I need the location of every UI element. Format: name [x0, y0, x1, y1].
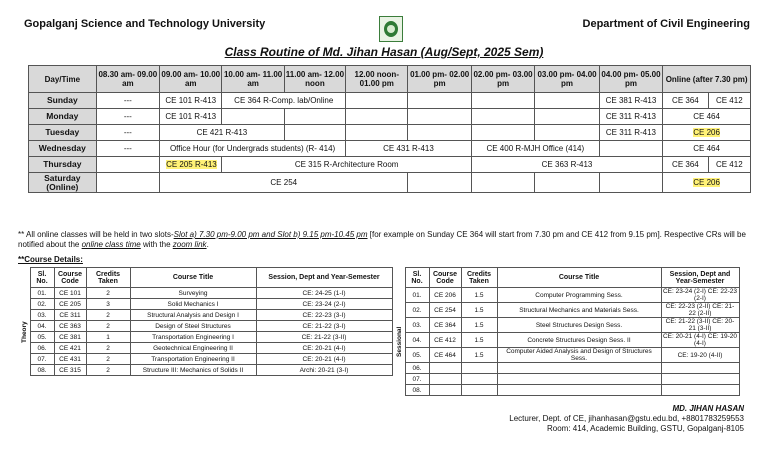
course-cell: CE 364 — [429, 318, 461, 333]
sessional-course-table — [393, 267, 740, 396]
empty-cell — [471, 109, 534, 125]
col-header: Course Title — [130, 268, 256, 288]
course-cell: 05. — [30, 332, 54, 343]
class-cell: --- — [96, 93, 159, 109]
online-cell: CE 412 — [708, 93, 750, 109]
col-header: Course Code — [54, 268, 86, 288]
online-class-note — [18, 230, 758, 250]
details-header-row — [18, 268, 392, 288]
routine-row-monday — [29, 109, 751, 125]
course-cell — [497, 385, 661, 396]
course-cell: Transportation Engineering I — [130, 332, 256, 343]
course-cell: 02. — [405, 303, 429, 318]
class-cell: CE 421 R-413 — [160, 125, 285, 141]
col-header: 04.00 pm- 05.00 pm — [599, 66, 662, 93]
empty-cell — [96, 157, 159, 173]
note-text: with the — [140, 240, 173, 249]
course-cell: Computer Aided Analysis and Design of Structures Sess. — [497, 348, 661, 363]
class-cell: CE 101 R-413 — [160, 109, 222, 125]
day-cell: Saturday (Online) — [29, 173, 97, 193]
course-cell — [461, 363, 497, 374]
note-text: [for example on Sunday CE 364 will start from 7.30 pm and CE 412 from 9.15 pm]. Respective CRs will be notified about the — [18, 230, 746, 249]
course-cell: 2 — [86, 354, 130, 365]
course-cell: 2 — [86, 343, 130, 354]
course-cell: Transportation Engineering II — [130, 354, 256, 365]
course-row — [393, 288, 739, 303]
course-cell — [461, 385, 497, 396]
course-cell: CE: 19-20 (4-II) — [661, 348, 739, 363]
class-cell: CE 400 R-MJH Office (414) — [471, 141, 599, 157]
empty-cell — [96, 173, 159, 193]
course-cell: CE 205 — [54, 299, 86, 310]
note-slots: Slot a) 7.30 pm-9.00 pm and Slot b) 9.15 pm-10.45 pm — [173, 230, 368, 239]
course-row — [393, 318, 739, 333]
course-cell: CE 412 — [429, 333, 461, 348]
page-title: Class Routine of Md. Jihan Hasan (Aug/Sept, 2025 Sem) — [224, 45, 544, 59]
day-cell: Monday — [29, 109, 97, 125]
day-cell: Sunday — [29, 93, 97, 109]
course-cell: 05. — [405, 348, 429, 363]
signature-name: MD. JIHAN HASAN — [672, 404, 744, 413]
class-cell — [160, 157, 222, 173]
course-cell: CE: 20-21 (4-I) — [256, 343, 392, 354]
course-cell: CE: 22-23 (2-II) CE: 21-22 (2-II) — [661, 303, 739, 318]
empty-cell — [346, 109, 408, 125]
note-zoom-link: zoom link — [172, 240, 207, 249]
course-row — [393, 363, 739, 374]
course-cell: 04. — [405, 333, 429, 348]
empty-cell — [408, 109, 471, 125]
class-cell: CE 364 R-Comp. lab/Online — [222, 93, 346, 109]
class-cell: CE 254 — [160, 173, 408, 193]
course-cell — [661, 363, 739, 374]
routine-row-sunday — [29, 93, 751, 109]
class-cell: CE 311 R-413 — [599, 109, 662, 125]
details-header-row — [393, 268, 739, 288]
course-row — [393, 385, 739, 396]
course-cell: 03. — [30, 310, 54, 321]
note-text: ** All online classes will be held in two slots- — [18, 230, 174, 239]
course-details-label: **Course Details: — [18, 255, 83, 264]
col-header: Credits Taken — [86, 268, 130, 288]
course-cell: CE: 20-21 (4-I) CE: 19-20 (4-I) — [662, 333, 738, 347]
course-cell: CE: 20-21 (4-I) — [256, 354, 392, 365]
course-cell: CE 206 — [429, 288, 461, 303]
course-cell: CE: 21-22 (3-II) — [256, 332, 392, 343]
course-cell: CE: 21-22 (3-II) CE: 20-21 (3-II) — [661, 318, 739, 333]
col-header: Session, Dept and Year-Semester — [661, 268, 739, 288]
course-cell: 08. — [405, 385, 429, 396]
course-cell: CE 101 — [54, 288, 86, 299]
empty-cell — [284, 125, 345, 141]
online-cell: CE 464 — [663, 109, 751, 125]
course-cell — [461, 374, 497, 385]
col-header: Session, Dept and Year-Semester — [256, 268, 392, 288]
online-cell: CE 464 — [663, 141, 751, 157]
course-cell: 1.5 — [461, 303, 497, 318]
class-cell: CE 311 R-413 — [599, 125, 662, 141]
course-cell — [429, 363, 461, 374]
online-cell: CE 412 — [708, 157, 750, 173]
course-cell — [661, 385, 739, 396]
department-name: Department of Civil Engineering — [582, 18, 750, 30]
course-cell: Structure III: Mechanics of Solids II — [130, 365, 256, 376]
empty-cell — [284, 109, 345, 125]
course-cell: CE 363 — [54, 321, 86, 332]
course-cell — [497, 374, 661, 385]
blank-header — [393, 268, 405, 288]
course-cell: Steel Structures Design Sess. — [497, 318, 661, 333]
course-cell: CE 311 — [54, 310, 86, 321]
course-cell: CE 464 — [429, 348, 461, 363]
course-cell: 2 — [86, 310, 130, 321]
course-cell: 07. — [30, 354, 54, 365]
course-cell: CE: 23-24 (2-I) — [256, 299, 392, 310]
signature-line2: Room: 414, Academic Building, GSTU, Gopalganj-8105 — [547, 424, 744, 433]
course-cell: 2 — [86, 365, 130, 376]
course-cell — [429, 385, 461, 396]
course-row — [18, 310, 392, 321]
col-header: 03.00 pm- 04.00 pm — [535, 66, 599, 93]
col-header: 01.00 pm- 02.00 pm — [408, 66, 471, 93]
course-cell: 1.5 — [461, 318, 497, 333]
course-cell: CE 381 — [54, 332, 86, 343]
course-row — [393, 374, 739, 385]
university-logo — [379, 16, 403, 42]
signature-line1: Lecturer, Dept. of CE, jihanhasan@gstu.edu.bd, +8801783259553 — [509, 414, 744, 423]
empty-cell — [408, 93, 471, 109]
course-cell: 06. — [405, 363, 429, 374]
class-cell: --- — [96, 141, 159, 157]
col-header: 09.00 am- 10.00 am — [160, 66, 222, 93]
course-cell: CE 421 — [54, 343, 86, 354]
course-cell: CE 254 — [429, 303, 461, 318]
course-cell: CE 315 — [54, 365, 86, 376]
course-cell: 2 — [86, 321, 130, 332]
col-header: 10.00 am- 11.00 am — [222, 66, 284, 93]
course-cell: Archi: 20-21 (3-I) — [256, 365, 392, 376]
routine-row-tuesday — [29, 125, 751, 141]
day-cell: Thursday — [29, 157, 97, 173]
empty-cell — [408, 125, 471, 141]
note-online-time: online class time — [81, 240, 141, 249]
course-row — [18, 321, 392, 332]
routine-row-wednesday — [29, 141, 751, 157]
highlighted-course: CE 206 — [693, 128, 720, 137]
group-label: Sessional — [395, 326, 403, 357]
empty-cell — [599, 141, 662, 157]
class-cell: CE 315 R-Architecture Room — [222, 157, 471, 173]
course-row — [18, 365, 392, 376]
empty-cell — [471, 173, 534, 193]
col-header: 11.00 am- 12.00 noon — [284, 66, 345, 93]
course-cell: 03. — [405, 318, 429, 333]
course-cell — [497, 363, 661, 374]
class-cell: CE 363 R-413 — [471, 157, 662, 173]
empty-cell — [535, 125, 599, 141]
routine-table — [28, 65, 751, 193]
theory-course-table — [18, 267, 393, 376]
col-header: Day/Time — [29, 66, 97, 93]
routine-row-saturday — [29, 173, 751, 193]
class-cell: CE 431 R-413 — [346, 141, 472, 157]
online-cell: CE 364 — [663, 157, 708, 173]
routine-header-row — [29, 66, 751, 93]
course-cell: 08. — [30, 365, 54, 376]
course-cell: Surveying — [130, 288, 256, 299]
col-header: Course Code — [429, 268, 461, 288]
course-cell: Geotechnical Engineering II — [130, 343, 256, 354]
class-cell: CE 101 R-413 — [160, 93, 222, 109]
col-header: Sl. No. — [405, 268, 429, 288]
course-row — [393, 333, 739, 348]
course-cell: 02. — [30, 299, 54, 310]
course-row — [393, 303, 739, 318]
highlighted-course: CE 205 R-413 — [166, 160, 217, 169]
empty-cell — [535, 93, 599, 109]
online-cell: CE 364 — [663, 93, 708, 109]
routine-row-thursday — [29, 157, 751, 173]
course-cell: 01. — [405, 288, 429, 303]
course-cell: Structural Analysis and Design I — [130, 310, 256, 321]
col-header: Credits Taken — [461, 268, 497, 288]
course-cell: CE: 21-22 (3-I) — [256, 321, 392, 332]
empty-cell — [408, 173, 471, 193]
online-cell — [663, 125, 751, 141]
empty-cell — [599, 173, 662, 193]
empty-cell — [222, 109, 284, 125]
empty-cell — [471, 93, 534, 109]
course-cell: Design of Steel Structures — [130, 321, 256, 332]
course-cell: Concrete Structures Design Sess. II — [497, 333, 661, 348]
class-cell: Office Hour (for Undergrads students) (R- 414) — [160, 141, 346, 157]
signature-block — [509, 404, 744, 434]
course-row — [18, 288, 392, 299]
empty-cell — [535, 173, 599, 193]
empty-cell — [346, 93, 408, 109]
course-cell: CE: 24-25 (1-I) — [256, 288, 392, 299]
course-cell: 1.5 — [461, 288, 497, 303]
course-cell: 01. — [30, 288, 54, 299]
university-name: Gopalganj Science and Technology University — [24, 18, 266, 30]
course-cell: 1.5 — [461, 333, 497, 348]
course-row — [18, 299, 392, 310]
day-cell: Tuesday — [29, 125, 97, 141]
course-cell: CE: 22-23 (3-I) — [256, 310, 392, 321]
course-row — [18, 343, 392, 354]
course-cell — [429, 374, 461, 385]
col-header: Course Title — [497, 268, 661, 288]
class-cell: --- — [96, 109, 159, 125]
empty-cell — [471, 125, 534, 141]
course-cell — [661, 374, 739, 385]
course-cell: 2 — [86, 288, 130, 299]
course-row — [393, 348, 739, 363]
course-row — [18, 332, 392, 343]
course-cell: CE 431 — [54, 354, 86, 365]
class-cell: CE 381 R-413 — [599, 93, 662, 109]
online-cell — [663, 173, 751, 193]
course-cell: 3 — [86, 299, 130, 310]
blank-header — [18, 268, 30, 288]
col-header: 02.00 pm- 03.00 pm — [471, 66, 534, 93]
day-cell: Wednesday — [29, 141, 97, 157]
course-cell: 04. — [30, 321, 54, 332]
class-cell: --- — [96, 125, 159, 141]
col-header-online: Online (after 7.30 pm) — [663, 66, 751, 93]
course-cell: 07. — [405, 374, 429, 385]
course-cell: 1 — [86, 332, 130, 343]
course-cell: Solid Mechanics I — [130, 299, 256, 310]
group-label: Theory — [20, 320, 28, 343]
course-cell: Computer Programming Sess. — [497, 288, 661, 303]
course-cell: CE: 23-24 (2-I) CE: 22-23 (2-I) — [662, 288, 738, 302]
course-cell: 1.5 — [461, 348, 497, 363]
course-row — [18, 354, 392, 365]
col-header: 12.00 noon- 01.00 pm — [346, 66, 408, 93]
note-text: . — [206, 240, 209, 249]
col-header: Sl. No. — [30, 268, 54, 288]
highlighted-course: CE 206 — [693, 178, 720, 187]
empty-cell — [346, 125, 408, 141]
course-cell: 06. — [30, 343, 54, 354]
col-header: 08.30 am- 09.00 am — [96, 66, 159, 93]
course-cell: Structural Mechanics and Materials Sess. — [497, 303, 661, 318]
empty-cell — [535, 109, 599, 125]
